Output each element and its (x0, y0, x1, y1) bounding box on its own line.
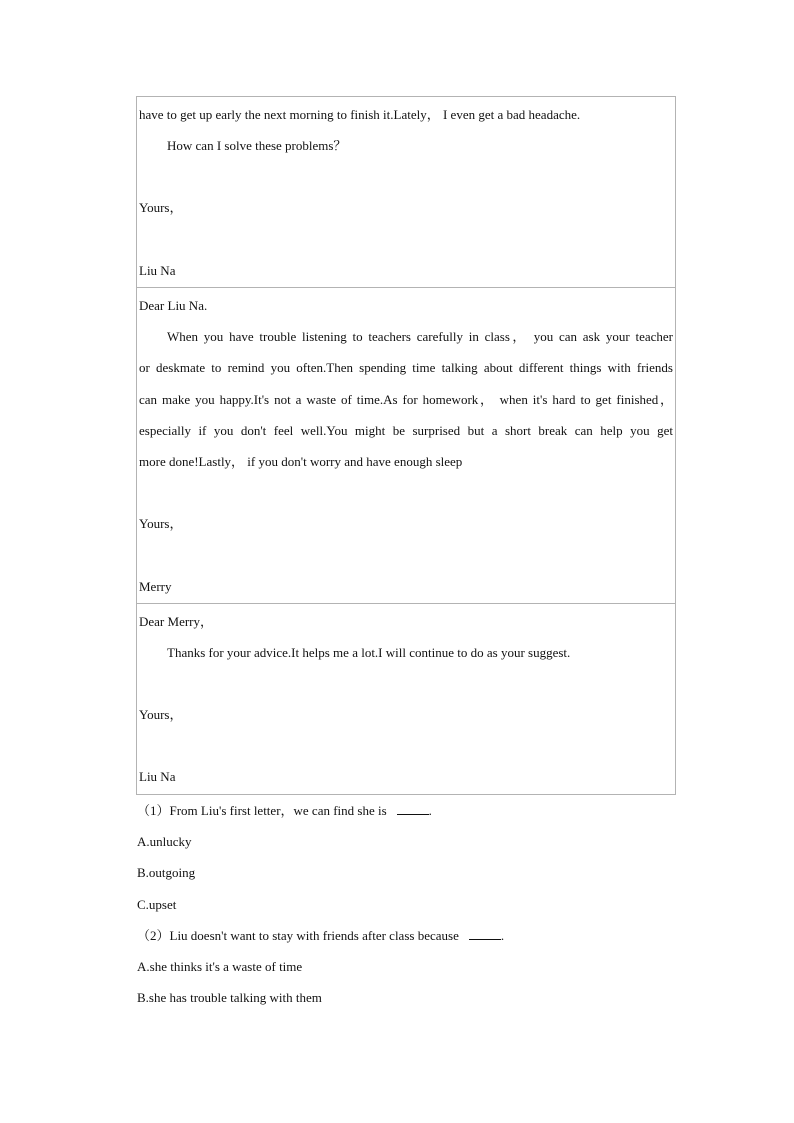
question-2-end: . (500, 928, 505, 943)
letter-3-body: Thanks for your advice.It helps me a lot.I will continue to do as your suggest. (167, 645, 571, 660)
letter-2-body-line: especially if you don't feel well.You might be surprised but a short break can help you get (139, 423, 673, 438)
letter-2-closing: Yours， (139, 516, 183, 531)
answer-blank (469, 928, 501, 940)
letter-3-signature: Liu Na (139, 769, 176, 784)
letter-1-cell (137, 97, 675, 287)
letter-3-cell (137, 603, 675, 794)
question-1-text: （1）From Liu's first letter，we can find she is (137, 803, 387, 818)
letter-3-closing: Yours， (139, 707, 183, 722)
letter-2-cell (137, 287, 675, 603)
letter-2-body-line: can make you happy.It's not a waste of time.As for homework， when it's hard to get finished， (139, 392, 673, 407)
question-2-option-a: A.she thinks it's a waste of time (137, 959, 303, 974)
letter-2-signature: Merry (139, 579, 172, 594)
letter-3-greeting: Dear Merry， (139, 614, 213, 629)
letter-1-signature: Liu Na (139, 263, 176, 278)
question-1-option-b: B.outgoing (137, 865, 196, 880)
letter-1-continued-line: have to get up early the next morning to finish it.Lately， I even get a bad headache. (139, 107, 581, 122)
letter-1-closing: Yours， (139, 200, 183, 215)
question-1-option-c: C.upset (137, 897, 177, 912)
question-1-prompt (137, 803, 432, 819)
question-1-option-a: A.unlucky (137, 834, 192, 849)
letter-2-body-line: When you have trouble listening to teachers carefully in class， you can ask your teacher (167, 329, 673, 344)
letter-2-greeting: Dear Liu Na. (139, 298, 208, 313)
question-2-text: （2）Liu doesn't want to stay with friends after class because (137, 928, 459, 943)
letters-table (136, 96, 676, 795)
question-1-end: . (428, 803, 432, 818)
question-2-prompt (137, 928, 504, 944)
letter-2-body-line: more done!Lastly， if you don't worry and have enough sleep (139, 454, 463, 469)
question-2-option-b: B.she has trouble talking with them (137, 990, 322, 1005)
letter-1-question: How can I solve these problems？ (167, 138, 347, 153)
letter-2-body-line: or deskmate to remind you often.Then spending time talking about different things with friends (139, 360, 673, 375)
answer-blank (397, 803, 429, 815)
